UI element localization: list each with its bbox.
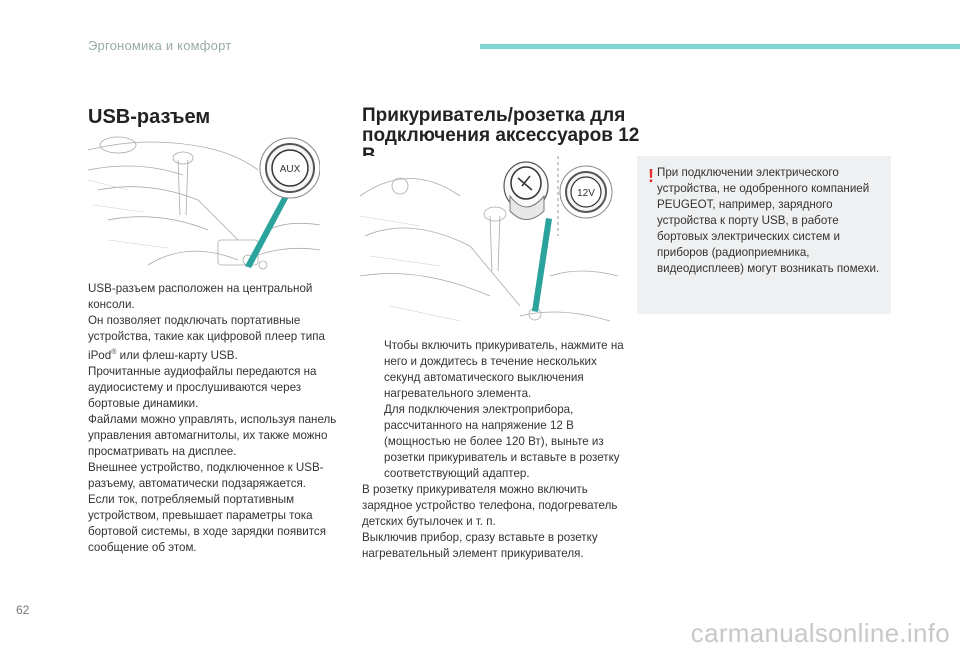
socket-bullet-1 [362, 338, 624, 402]
watermark: carmanualsonline.info [690, 618, 950, 648]
registered-mark: ® [111, 349, 117, 356]
socket-bullet-1-text: Чтобы включить прикуриватель, нажмите на него и дождитесь в течение нескольких секунд автоматического выключения нагревательного элемента. [384, 339, 624, 400]
usb-para-2a: Он позволяет подключать портативные устройства, такие как цифровой плеер типа [88, 314, 325, 343]
socket-drawing [360, 156, 618, 332]
usb-para-6: Если ток, потребляемый портативным устройством, превышает параметры тока бортовой системы, в ходе зарядки появится сообщение об этом. [88, 492, 326, 554]
usb-para-3: Прочитанные аудиофайлы передаются на аудиосистему и прослушиваются через бортовые динамики. [88, 364, 317, 410]
socket-bullet-2-text: Для подключения электроприбора, рассчитанного на напряжение 12 В (мощностью не более 120 Вт), выньте из розетки прикуриватель и вставьте в розетку соответствующий адаптер. [384, 403, 620, 480]
socket-illustration [360, 156, 618, 332]
warning-notice [637, 156, 891, 314]
usb-para-2b: или флеш-карту USB. [116, 348, 238, 362]
usb-para-2 [88, 313, 350, 364]
aux-badge: AUX [279, 164, 301, 175]
usb-body [88, 281, 350, 556]
ipod-text: iPod [88, 348, 112, 362]
usb-para-1: USB-разъем расположен на центральной консоли. [88, 282, 313, 311]
socket-body [362, 338, 624, 562]
12v-badge: 12V [577, 188, 595, 199]
usb-para-5: Внешнее устройство, подключенное к USB-разъему, автоматически подзаряжается. [88, 460, 324, 490]
section-header: Эргономика и комфорт [88, 38, 232, 53]
socket-title: Прикуриватель/розетка для подключения аксессуаров 12 [362, 105, 640, 146]
notice-text: При подключении электрического устройства, не одобренного компанией PEUGEOT, например, зарядного устройства к порту USB, в работе бортовых электрических систем и приборов (радиоприемника, видеодисплеев) могут возникать помехи. [657, 166, 880, 275]
usb-para-4: Файлами можно управлять, используя панель управления автомагнитолы, их также можно просматривать на дисплее. [88, 412, 337, 458]
usb-title: USB-разъем [88, 106, 211, 128]
header-accent-bar [480, 44, 960, 49]
exclamation-icon: ! [648, 166, 654, 186]
socket-para-2: Выключив прибор, сразу вставьте в розетку нагревательный элемент прикуривателя. [362, 531, 598, 560]
console-drawing [88, 130, 320, 272]
usb-illustration [88, 130, 320, 272]
socket-bullet-2 [362, 402, 624, 482]
page-number: 62 [16, 603, 30, 617]
socket-para-1: В розетку прикуривателя можно включить зарядное устройство телефона, подогреватель детских бутылочек и т. п. [362, 483, 618, 528]
